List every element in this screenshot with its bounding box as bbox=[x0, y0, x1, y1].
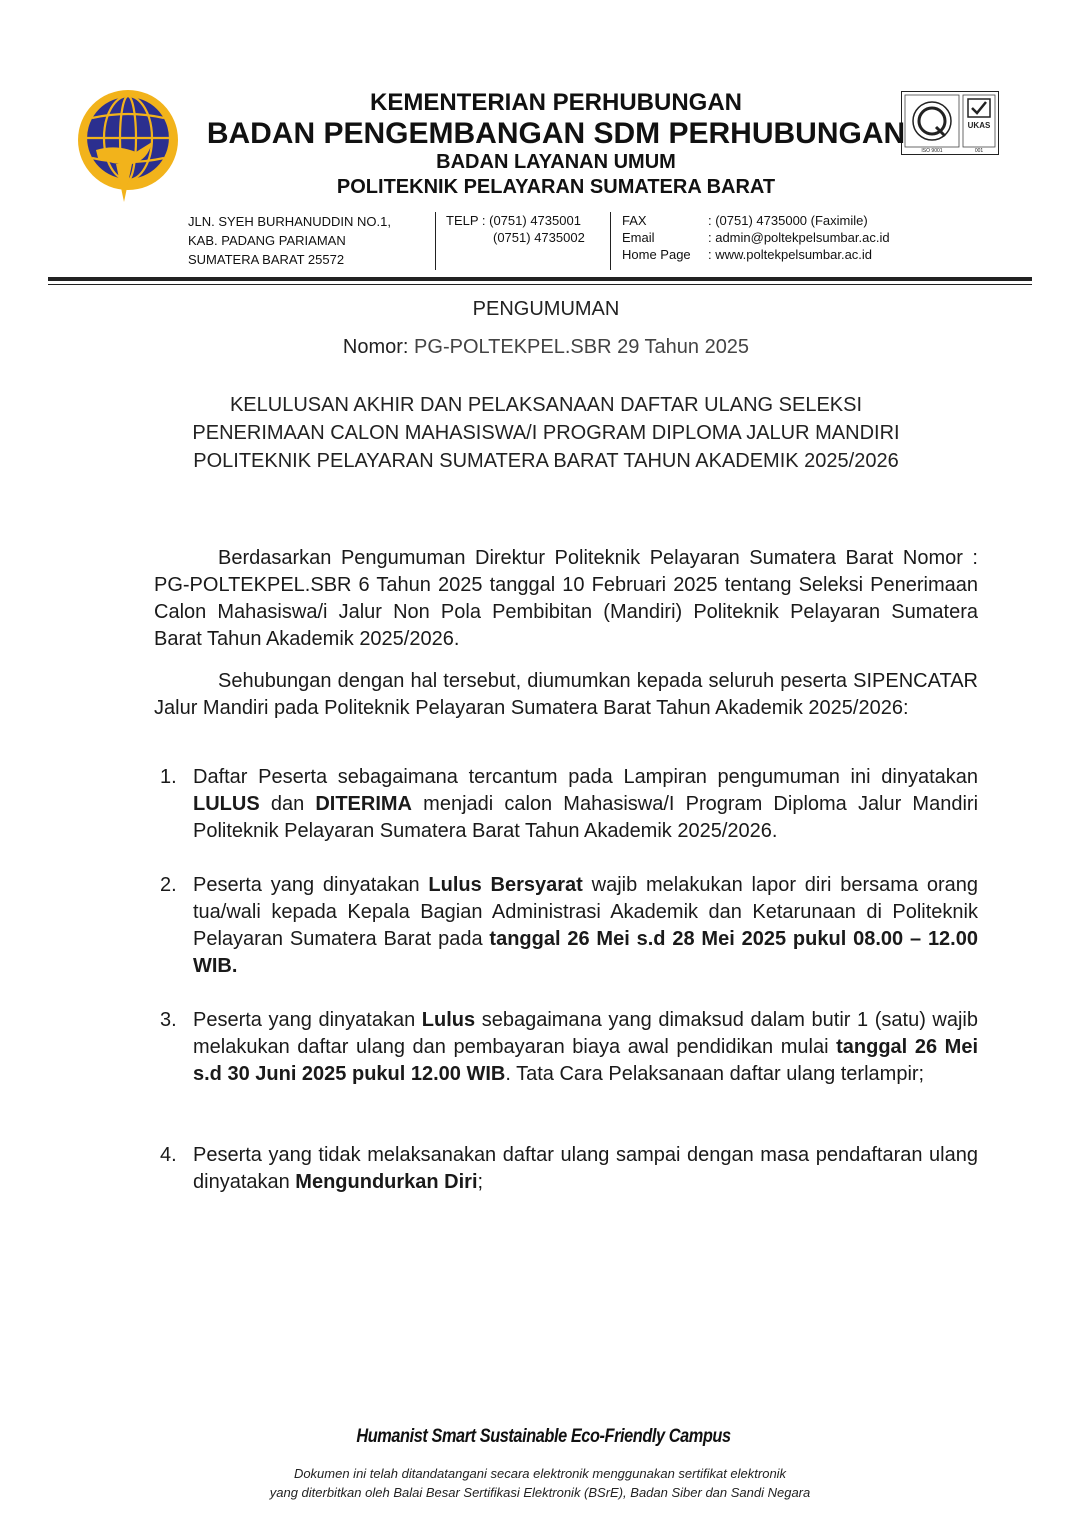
text-run: Daftar Peserta sebagaimana tercantum pada Lampiran pengumuman ini dinyatakan bbox=[193, 766, 978, 788]
text-run: sebagaimana yang dimaksud dalam butir 1 (satu) wajib melakukan daftar ulang dan pembayaran biaya awal pendidikan mulai bbox=[193, 1009, 979, 1058]
iso-number-label: 001 bbox=[974, 148, 984, 154]
bold-text: tanggal 26 Mei s.d 30 Juni 2025 pukul 12.00 WIB bbox=[193, 1036, 978, 1085]
contact-value: : www.poltekpelsumbar.ac.id bbox=[708, 247, 873, 262]
list-item-text bbox=[193, 872, 978, 980]
contact-row-homepage bbox=[622, 246, 890, 263]
telp-label: TELP : bbox=[446, 213, 490, 228]
contact-key: Email bbox=[622, 230, 655, 245]
list-item-text bbox=[193, 764, 978, 845]
bold-text: Mengundurkan Diri bbox=[295, 1171, 478, 1193]
address-line: JLN. SYEH BURHANUDDIN NO.1, bbox=[188, 214, 391, 229]
iso-label: ISO 9001 bbox=[921, 148, 943, 154]
document-title: PENGUMUMAN bbox=[472, 298, 620, 320]
list-item-text bbox=[193, 1007, 978, 1088]
text-run: Peserta yang tidak melaksanakan daftar ulang sampai dengan masa pendaftaran ulang dinyatakan bbox=[193, 1144, 978, 1193]
letterhead-rule-thin bbox=[48, 284, 1032, 285]
telp-number: (0751) 4735001 bbox=[489, 213, 581, 228]
footer-note: Dokumen ini telah ditandatangani secara elektronik menggunakan sertifikat elektronik bbox=[293, 1466, 787, 1481]
telp-number: (0751) 4735002 bbox=[493, 230, 585, 245]
divider bbox=[610, 212, 611, 270]
text-run: dan bbox=[259, 793, 316, 815]
address-line: SUMATERA BARAT 25572 bbox=[188, 252, 345, 267]
list-item-number: 1. bbox=[160, 766, 177, 788]
subject-line: POLITEKNIK PELAYARAN SUMATERA BARAT TAHUN AKADEMIK 2025/2026 bbox=[193, 450, 899, 472]
bold-text: Lulus Bersyarat bbox=[428, 874, 583, 896]
list-item-number: 3. bbox=[160, 1009, 177, 1031]
contact-key: FAX bbox=[622, 213, 647, 228]
letterhead-ministry: KEMENTERIAN PERHUBUNGAN bbox=[369, 89, 742, 116]
contact-key: Home Page bbox=[622, 247, 691, 262]
number-label: Nomor: bbox=[342, 336, 415, 358]
divider bbox=[435, 212, 436, 270]
contact-row-fax bbox=[622, 212, 890, 229]
text-run: ; bbox=[477, 1171, 484, 1193]
list-item-text bbox=[193, 1142, 978, 1196]
ukas-label: UKAS bbox=[967, 121, 991, 130]
text-run: menjadi calon Mahasiswa/I Program Diploma Jalur Mandiri Politeknik Pelayaran Sumatera Barat Tahun Akademik 2025/2026. bbox=[193, 793, 979, 842]
text-run: wajib melakukan lapor diri bersama orang tua/wali kepada Kepala Bagian Administrasi Akademik dan Ketarunaan di Politeknik Pelayaran Sumatera Barat pada bbox=[193, 874, 979, 950]
list-item bbox=[154, 1142, 978, 1196]
contact-row-email bbox=[622, 229, 890, 246]
address-block bbox=[188, 212, 391, 269]
subject-line: KELULUSAN AKHIR DAN PELAKSANAAN DAFTAR ULANG SELEKSI bbox=[229, 394, 863, 416]
contact-block bbox=[622, 212, 890, 263]
letterhead-rule-thick bbox=[48, 277, 1032, 281]
bold-text: LULUS bbox=[193, 793, 260, 815]
list-item-number: 4. bbox=[160, 1144, 177, 1166]
bold-text: Lulus bbox=[421, 1009, 476, 1031]
text-run: Peserta yang dinyatakan bbox=[193, 1009, 422, 1031]
list-item bbox=[154, 764, 978, 845]
text-run: . Tata Cara Pelaksanaan daftar ulang terlampir; bbox=[505, 1063, 925, 1085]
list-item bbox=[154, 1007, 978, 1088]
contact-value: : (0751) 4735000 (Faximile) bbox=[708, 213, 868, 228]
letterhead-unit: BADAN LAYANAN UMUM bbox=[436, 151, 676, 173]
contact-value: : admin@poltekpelsumbar.ac.id bbox=[708, 230, 890, 245]
list-item bbox=[154, 872, 978, 980]
subject-line: PENERIMAAN CALON MAHASISWA/I PROGRAM DIPLOMA JALUR MANDIRI bbox=[192, 422, 900, 444]
paragraph-1 bbox=[154, 545, 978, 653]
telephone-block bbox=[446, 212, 585, 246]
footer-motto: Humanist Smart Sustainable Eco-Friendly Campus bbox=[356, 1426, 731, 1447]
letterhead-agency: BADAN PENGEMBANGAN SDM PERHUBUNGAN bbox=[206, 117, 906, 150]
paragraph-text: Berdasarkan Pengumuman Direktur Politeknik Pelayaran Sumatera Barat Nomor : PG-POLTEKPEL.SBR 6 Tahun 2025 tanggal 10 Februari 2025 tentang Seleksi Penerimaan Calon Mahasiswa/i Jalur Non Pola Pembibitan (Mandiri) Politeknik Pelayaran Sumatera Barat Tahun Akademik 2025/2026. bbox=[154, 547, 978, 650]
bold-text: DITERIMA bbox=[315, 793, 413, 815]
number-value: PG-POLTEKPEL.SBR 29 Tahun 2025 bbox=[414, 336, 750, 358]
letterhead-school: POLITEKNIK PELAYARAN SUMATERA BARAT bbox=[336, 176, 776, 198]
paragraph-text: Sehubungan dengan hal tersebut, diumumkan kepada seluruh peserta SIPENCATAR Jalur Mandiri pada Politeknik Pelayaran Sumatera Barat Tahun Akademik 2025/2026: bbox=[154, 670, 978, 719]
document-number bbox=[6, 336, 1080, 359]
paragraph-2 bbox=[154, 668, 978, 722]
bold-text: tanggal 26 Mei s.d 28 Mei 2025 pukul 08.00 – 12.00 WIB. bbox=[193, 928, 978, 977]
footer-note: yang diterbitkan oleh Balai Besar Sertifikasi Elektronik (BSrE), Badan Siber dan Sandi Negara bbox=[269, 1485, 811, 1500]
address-line: KAB. PADANG PARIAMAN bbox=[188, 233, 346, 248]
list-item-number: 2. bbox=[160, 874, 177, 896]
text-run: Peserta yang dinyatakan bbox=[193, 874, 429, 896]
